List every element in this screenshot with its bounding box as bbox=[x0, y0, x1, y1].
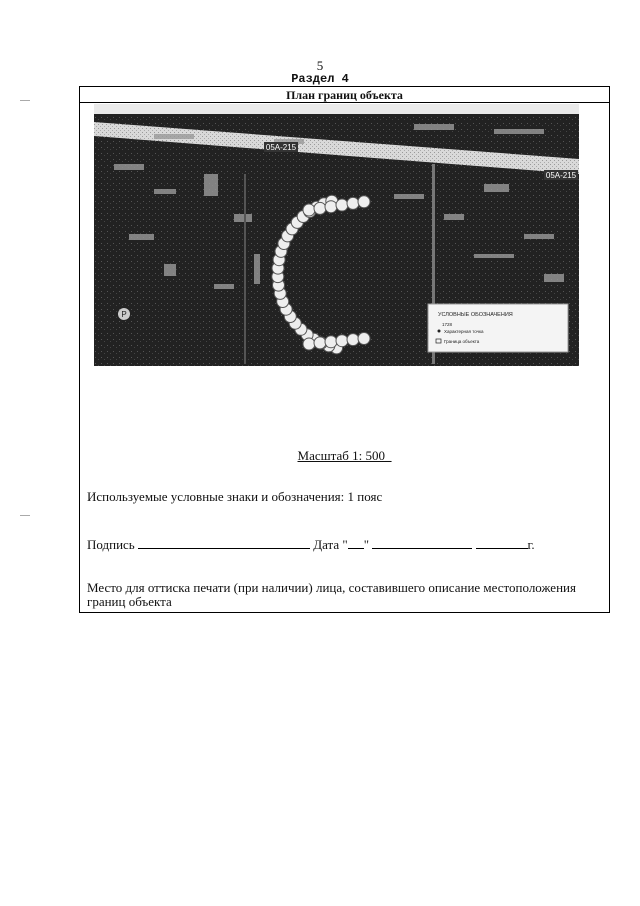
legend-description: Используемые условные знаки и обозначения: 1 пояс bbox=[87, 489, 383, 504]
map-image bbox=[94, 104, 579, 366]
year-suffix: г. bbox=[527, 537, 535, 552]
date-quote: " bbox=[363, 537, 370, 552]
legend-point-number: 1728 bbox=[442, 322, 453, 327]
road-label-1: 05A-215 bbox=[265, 143, 297, 152]
day-blank bbox=[348, 537, 364, 549]
boundary-point-marker bbox=[325, 336, 337, 348]
boundary-point-marker bbox=[358, 196, 370, 208]
boundary-point-marker bbox=[347, 334, 359, 346]
legend-point-label: Характерная точка bbox=[444, 329, 484, 334]
signature-blank bbox=[138, 537, 310, 549]
margin-mark bbox=[20, 100, 30, 101]
svg-text:P: P bbox=[121, 310, 127, 319]
boundary-point-marker bbox=[336, 335, 348, 347]
boundary-point-marker bbox=[325, 201, 337, 213]
margin-mark bbox=[20, 515, 30, 516]
month-blank bbox=[372, 537, 472, 549]
boundary-point-marker bbox=[358, 333, 370, 345]
boundary-point-marker bbox=[303, 338, 315, 350]
date-label: Дата " bbox=[313, 537, 348, 552]
boundary-plan-frame bbox=[79, 86, 610, 613]
signature-label: Подпись bbox=[87, 537, 135, 552]
page-number: 5 bbox=[316, 58, 324, 73]
signature-row bbox=[87, 537, 535, 553]
boundary-point-marker bbox=[347, 197, 359, 209]
map-legend-title: УСЛОВНЫЕ ОБОЗНАЧЕНИЯ bbox=[438, 312, 513, 318]
scale-text: Масштаб 1: 500_ bbox=[297, 448, 392, 463]
point-marker-icon bbox=[438, 330, 441, 333]
boundary-point-marker bbox=[303, 204, 315, 216]
stamp-placeholder-text: Место для оттиска печати (при наличии) лица, составившего описание местоположения границ объекта bbox=[87, 580, 576, 609]
road-label-2: 05A-215 bbox=[545, 171, 577, 180]
boundary-point-marker bbox=[314, 337, 326, 349]
section-heading: Раздел 4 bbox=[291, 72, 349, 86]
boundary-point-marker bbox=[314, 202, 326, 214]
boundary-point-marker bbox=[336, 199, 348, 211]
legend-boundary-label: Граница объекта bbox=[444, 339, 480, 344]
plan-title: План границ объекта bbox=[80, 87, 609, 103]
aerial-map bbox=[94, 104, 579, 366]
year-blank bbox=[476, 537, 528, 549]
